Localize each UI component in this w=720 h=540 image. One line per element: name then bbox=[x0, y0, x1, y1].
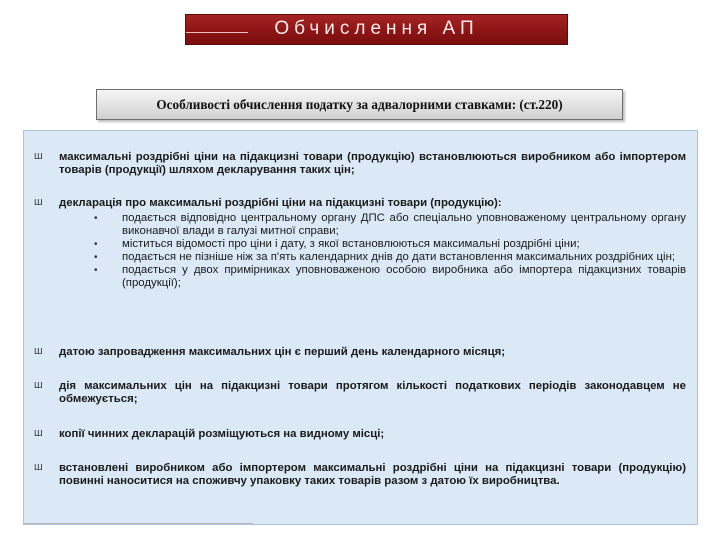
panel-divider bbox=[23, 523, 253, 524]
list-item-text: дія максимальних цін на підакцизні товари протягом кількості податкових періодів законодавцем не обмежується; bbox=[59, 380, 686, 405]
list-item-text: максимальні роздрібні ціни на підакцизні товари (продукцію) встановлюються виробником або імпортером товарів (продукції) шляхом декларування таких цін; bbox=[59, 151, 686, 176]
sub-item-2 bbox=[94, 238, 686, 251]
list-item-text: датою запровадження максимальних цін є перший день календарного місяця; bbox=[59, 346, 506, 358]
sub-item-text: подається не пізніше ніж за п'ять календарних днів до дати встановлення максимальних роздрібних цін; bbox=[122, 251, 676, 263]
list-marker-icon: Ш bbox=[34, 381, 43, 390]
list-item-5 bbox=[34, 428, 686, 441]
bullet-icon: • bbox=[94, 252, 98, 263]
bullet-icon: • bbox=[94, 239, 98, 250]
sub-item-text: міститься відомості про ціни і дату, з якої встановлюються максимальні роздрібні ціни; bbox=[122, 238, 580, 250]
sub-item-1 bbox=[94, 212, 686, 238]
sub-item-text: подається у двох примірниках уповноваженою особою виробника або імпортера підакцизних товарів (продукції); bbox=[122, 264, 686, 289]
list-item-6 bbox=[34, 462, 686, 488]
sub-item-3 bbox=[94, 251, 686, 264]
list-item-text: встановлені виробником або імпортером максимальні роздрібні ціни на підакцизні товари (продукцію) повинні наноситися на споживчу упаковку таких товарів разом з датою їх виробництва. bbox=[59, 462, 686, 487]
bullet-icon: • bbox=[94, 265, 98, 276]
page-title: Обчислення АП bbox=[274, 18, 479, 39]
list-marker-icon: Ш bbox=[34, 198, 43, 207]
list-item-4 bbox=[34, 380, 686, 406]
list-item-text: копії чинних декларацій розміщуються на видному місці; bbox=[59, 428, 385, 440]
list-item-text: декларація про максимальні роздрібні ціни на підакцизні товари (продукцію): bbox=[59, 197, 502, 209]
list-marker-icon: Ш bbox=[34, 463, 43, 472]
sub-item-4 bbox=[94, 264, 686, 290]
bullet-icon: • bbox=[94, 213, 98, 224]
sub-item-text: подається відповідно центральному органу ДПС або спеціально уповноваженому центральному органу виконавчої влади в галузі митної справи; bbox=[122, 212, 686, 237]
list-item-3 bbox=[34, 346, 686, 359]
list-marker-icon: Ш bbox=[34, 429, 43, 438]
list-marker-icon: Ш bbox=[34, 347, 43, 356]
list-item-1 bbox=[34, 151, 686, 177]
subtitle-box: Особливості обчислення податку за адвалорними ставками: (ст.220) bbox=[96, 89, 623, 120]
list-marker-icon: Ш bbox=[34, 152, 43, 161]
title-banner bbox=[185, 14, 568, 45]
list-item-2 bbox=[34, 197, 686, 290]
